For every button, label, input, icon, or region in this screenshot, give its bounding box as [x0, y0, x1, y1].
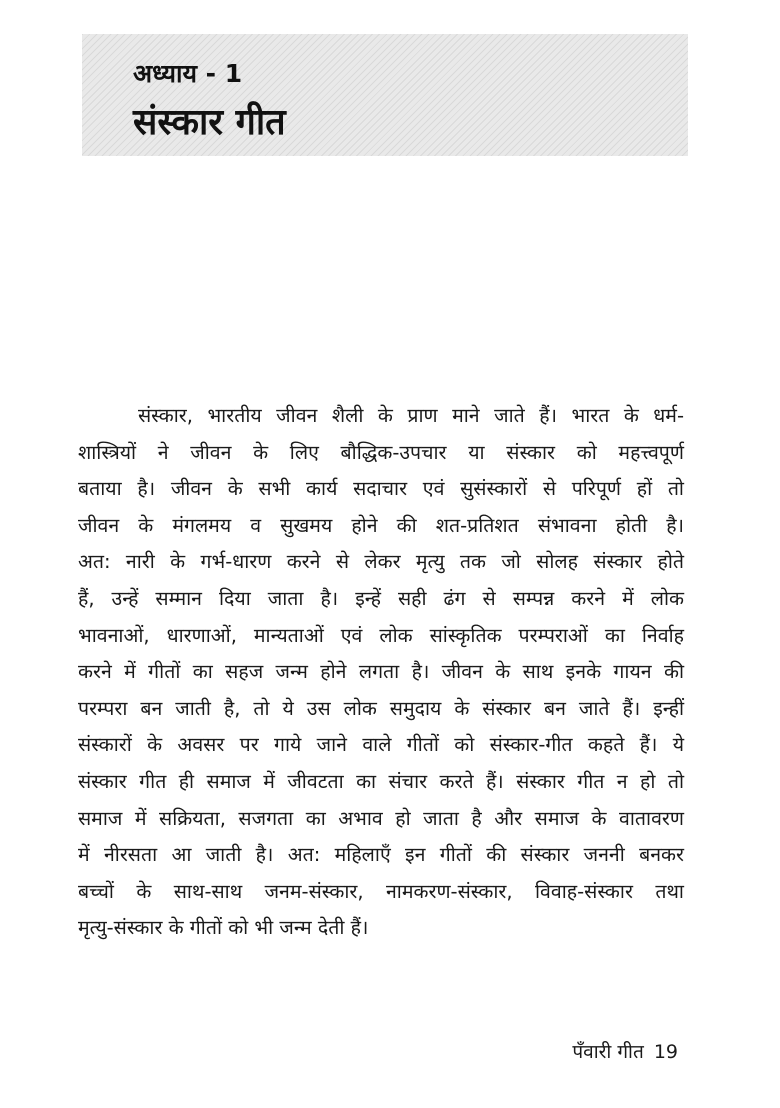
page-number: 19: [653, 1041, 678, 1063]
body-paragraph: [78, 398, 684, 947]
paragraph-line: बच्चों के साथ-साथ जनम-संस्कार, नामकरण-संस्कार, विवाह-संस्कार तथा: [78, 879, 684, 903]
paragraph-line: संस्कारों के अवसर पर गाये जाने वाले गीतों को संस्कार-गीत कहते हैं। ये: [78, 733, 684, 757]
chapter-title: संस्कार गीत: [133, 102, 286, 143]
page-footer: [572, 1038, 678, 1064]
paragraph-line: परम्परा बन जाती है, तो ये उस लोक समुदाय के संस्कार बन जाते हैं। इन्हीं: [78, 696, 684, 720]
book-title: पँवारी गीत: [572, 1041, 644, 1063]
paragraph-line: में नीरसता आ जाती है। अत: महिलाएँ इन गीतों की संस्कार जननी बनकर: [78, 843, 684, 867]
paragraph-line: अत: नारी के गर्भ-धारण करने से लेकर मृत्यु तक जो सोलह संस्कार होते: [78, 550, 684, 574]
paragraph-line: संस्कार गीत ही समाज में जीवटता का संचार करते हैं। संस्कार गीत न हो तो: [78, 769, 684, 793]
paragraph-line: जीवन के मंगलमय व सुखमय होने की शत-प्रतिशत संभावना होती है।: [78, 513, 684, 537]
chapter-label: अध्याय - 1: [133, 59, 243, 88]
paragraph-line: भावनाओं, धारणाओं, मान्यताओं एवं लोक सांस्कृतिक परम्पराओं का निर्वाह: [78, 623, 684, 647]
paragraph-line: मृत्यु-संस्कार के गीतों को भी जन्म देती हैं।: [78, 916, 369, 940]
paragraph-line: समाज में सक्रियता, सजगता का अभाव हो जाता है और समाज के वातावरण: [78, 806, 684, 830]
paragraph-line: हैं, उन्हें सम्मान दिया जाता है। इन्हें सही ढंग से सम्पन्न करने में लोक: [78, 586, 684, 610]
paragraph-line: शास्त्रियों ने जीवन के लिए बौद्धिक-उपचार या संस्कार को महत्त्वपूर्ण: [78, 440, 684, 464]
paragraph-line: करने में गीतों का सहज जन्म होने लगता है। जीवन के साथ इनके गायन की: [78, 660, 684, 684]
paragraph-line: बताया है। जीवन के सभी कार्य सदाचार एवं सुसंस्कारों से परिपूर्ण हों तो: [78, 477, 684, 501]
paragraph-line: संस्कार, भारतीय जीवन शैली के प्राण माने जाते हैं। भारत के धर्म-: [138, 404, 684, 427]
